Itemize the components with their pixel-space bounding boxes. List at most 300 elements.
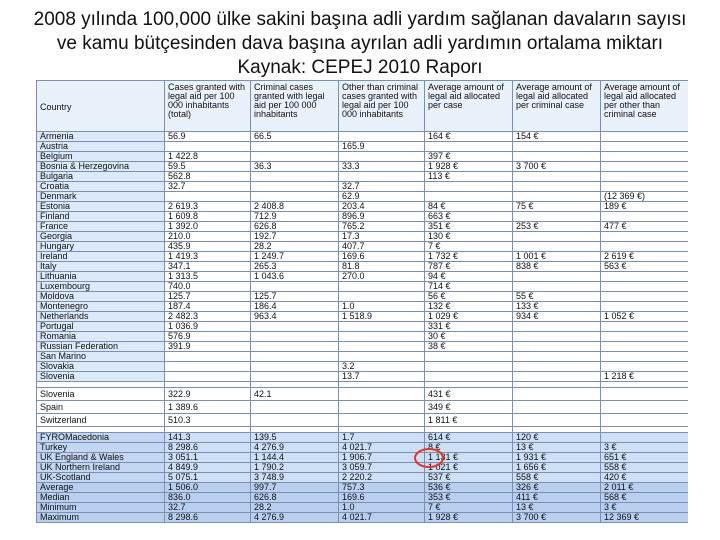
country-cell: Estonia [37, 202, 165, 212]
table-row [37, 182, 689, 192]
value-cell: 3.2 [339, 362, 425, 372]
value-cell [251, 152, 339, 162]
value-cell: 1 906.7 [339, 453, 425, 463]
value-cell: 626.8 [251, 222, 339, 232]
value-cell: 1 313.5 [165, 272, 251, 282]
value-cell [513, 362, 601, 372]
value-cell: 1 029 € [425, 312, 513, 322]
value-cell [513, 272, 601, 282]
table-row [37, 192, 689, 202]
title-line-1: 2008 yılında 100,000 ülke sakini başına adli yardım sağlanan davaların sayısı [33, 9, 687, 30]
value-cell [251, 322, 339, 332]
value-cell: 1 609.8 [165, 212, 251, 222]
value-cell: 133 € [513, 302, 601, 312]
value-cell [251, 342, 339, 352]
header-avg-amount: Average amount of legal aid allocated per case [425, 81, 513, 132]
value-cell [425, 142, 513, 152]
value-cell: 32.7 [165, 182, 251, 192]
value-cell [165, 142, 251, 152]
value-cell [339, 342, 425, 352]
value-cell: 56 € [425, 292, 513, 302]
header-avg-criminal: Average amount of legal aid allocated per criminal case [513, 81, 601, 132]
value-cell [251, 332, 339, 342]
value-cell: 651 € [601, 453, 689, 463]
value-cell [513, 332, 601, 342]
table-row [37, 322, 689, 332]
value-cell [165, 372, 251, 382]
value-cell: 349 € [425, 401, 513, 414]
country-cell: Median [37, 493, 165, 503]
value-cell: 896.9 [339, 212, 425, 222]
value-cell [601, 232, 689, 242]
country-cell: UK Northern Ireland [37, 463, 165, 473]
value-cell: 4 276.9 [251, 443, 339, 453]
value-cell: 934 € [513, 312, 601, 322]
table-row [37, 282, 689, 292]
value-cell: 132 € [425, 302, 513, 312]
value-cell: 3 748.9 [251, 473, 339, 483]
value-cell: 17.3 [339, 232, 425, 242]
value-cell: 537 € [425, 473, 513, 483]
value-cell [601, 152, 689, 162]
table-row [37, 342, 689, 352]
table-row [37, 132, 689, 142]
value-cell [513, 352, 601, 362]
value-cell: 59.5 [165, 162, 251, 172]
value-cell: 141.3 [165, 433, 251, 443]
country-cell: Spain [37, 401, 165, 414]
value-cell [513, 282, 601, 292]
value-cell [513, 182, 601, 192]
value-cell: 714 € [425, 282, 513, 292]
value-cell: 963.4 [251, 312, 339, 322]
value-cell: 192.7 [251, 232, 339, 242]
value-cell: 1 389.6 [165, 401, 251, 414]
value-cell [251, 352, 339, 362]
value-cell: 663 € [425, 212, 513, 222]
value-cell [251, 282, 339, 292]
country-cell: Ireland [37, 252, 165, 262]
country-cell: Slovenia [37, 388, 165, 401]
value-cell: 120 € [513, 433, 601, 443]
value-cell [601, 272, 689, 282]
value-cell: 55 € [513, 292, 601, 302]
value-cell [425, 182, 513, 192]
value-cell [251, 192, 339, 202]
header-other: Other than criminal cases granted with legal aid per 100 000 inhabitants [339, 81, 425, 132]
value-cell: 1 518.9 [339, 312, 425, 322]
country-cell: Portugal [37, 322, 165, 332]
header-total: Cases granted with legal aid per 100 000 inhabitants (total) [165, 81, 251, 132]
value-cell [425, 192, 513, 202]
country-cell: Turkey [37, 443, 165, 453]
value-cell: 576.9 [165, 332, 251, 342]
value-cell [513, 212, 601, 222]
table-row [37, 252, 689, 262]
value-cell: 32.7 [165, 503, 251, 513]
value-cell: 1 218 € [601, 372, 689, 382]
value-cell [601, 433, 689, 443]
table-row [37, 473, 689, 483]
value-cell: 351 € [425, 222, 513, 232]
value-cell: 3 € [601, 443, 689, 453]
table-row [37, 414, 689, 427]
value-cell [601, 132, 689, 142]
table-row [37, 513, 689, 523]
table-row [37, 162, 689, 172]
value-cell [339, 172, 425, 182]
value-cell: 4 021.7 [339, 443, 425, 453]
country-cell: San Marino [37, 352, 165, 362]
value-cell: 1 043.6 [251, 272, 339, 282]
value-cell: 614 € [425, 433, 513, 443]
value-cell [601, 362, 689, 372]
value-cell [165, 352, 251, 362]
value-cell: 38 € [425, 342, 513, 352]
value-cell: 1 506.0 [165, 483, 251, 493]
table-row [37, 212, 689, 222]
value-cell: 164 € [425, 132, 513, 142]
value-cell: 765.2 [339, 222, 425, 232]
value-cell: 12 369 € [601, 513, 689, 523]
table-row [37, 401, 689, 414]
value-cell: 787 € [425, 262, 513, 272]
value-cell: 8 € [425, 443, 513, 453]
table-row [37, 152, 689, 162]
value-cell: 1 001 € [513, 252, 601, 262]
country-cell: Denmark [37, 192, 165, 202]
value-cell: 757.3 [339, 483, 425, 493]
country-cell: Hungary [37, 242, 165, 252]
table-row [37, 262, 689, 272]
country-cell: Belgium [37, 152, 165, 162]
value-cell: 2 482.3 [165, 312, 251, 322]
country-cell: Netherlands [37, 312, 165, 322]
value-cell [601, 388, 689, 401]
value-cell: 1 928 € [425, 162, 513, 172]
country-cell: UK-Scotland [37, 473, 165, 483]
legal-aid-table-wrapper [36, 80, 688, 540]
value-cell [601, 332, 689, 342]
value-cell [601, 282, 689, 292]
country-cell: Montenegro [37, 302, 165, 312]
value-cell: 33.3 [339, 162, 425, 172]
country-cell: UK England & Wales [37, 453, 165, 463]
value-cell: 1 392.0 [165, 222, 251, 232]
table-row [37, 443, 689, 453]
value-cell: 331 € [425, 322, 513, 332]
slide-title [0, 8, 720, 80]
value-cell: 477 € [601, 222, 689, 232]
value-cell [251, 401, 339, 414]
value-cell [339, 414, 425, 427]
value-cell [513, 192, 601, 202]
value-cell: 2 011 € [601, 483, 689, 493]
value-cell: 1 144.4 [251, 453, 339, 463]
value-cell [513, 152, 601, 162]
value-cell [601, 242, 689, 252]
value-cell: 130 € [425, 232, 513, 242]
value-cell [601, 292, 689, 302]
value-cell: 13 € [513, 503, 601, 513]
table-row [37, 352, 689, 362]
table-row [37, 222, 689, 232]
value-cell [165, 362, 251, 372]
value-cell: 1 422.8 [165, 152, 251, 162]
value-cell [513, 388, 601, 401]
value-cell: 1 811 € [425, 414, 513, 427]
value-cell [601, 172, 689, 182]
value-cell: 84 € [425, 202, 513, 212]
table-row [37, 493, 689, 503]
value-cell [601, 342, 689, 352]
value-cell [339, 292, 425, 302]
value-cell [601, 322, 689, 332]
value-cell [339, 282, 425, 292]
country-cell: Moldova [37, 292, 165, 302]
value-cell: 558 € [513, 473, 601, 483]
title-source: Kaynak: CEPEJ 2010 Raporı [237, 57, 483, 78]
value-cell: 997.7 [251, 483, 339, 493]
value-cell: 1 021 € [425, 463, 513, 473]
value-cell: (12 369 €) [601, 192, 689, 202]
value-cell [601, 142, 689, 152]
value-cell: 81.8 [339, 262, 425, 272]
value-cell [339, 352, 425, 362]
value-cell: 740.0 [165, 282, 251, 292]
table-row [37, 463, 689, 473]
value-cell [513, 142, 601, 152]
value-cell: 113 € [425, 172, 513, 182]
country-cell: Luxembourg [37, 282, 165, 292]
table-row [37, 483, 689, 493]
value-cell [601, 414, 689, 427]
value-cell [601, 352, 689, 362]
table-row [37, 312, 689, 322]
table-row [37, 302, 689, 312]
value-cell: 510.3 [165, 414, 251, 427]
value-cell [601, 162, 689, 172]
value-cell: 353 € [425, 493, 513, 503]
value-cell: 5 075.1 [165, 473, 251, 483]
table-row [37, 142, 689, 152]
value-cell: 420 € [601, 473, 689, 483]
country-cell: Armenia [37, 132, 165, 142]
value-cell: 210.0 [165, 232, 251, 242]
value-cell: 3 051.1 [165, 453, 251, 463]
value-cell: 203.4 [339, 202, 425, 212]
value-cell [513, 172, 601, 182]
value-cell: 3 059.7 [339, 463, 425, 473]
value-cell: 265.3 [251, 262, 339, 272]
value-cell: 28.2 [251, 242, 339, 252]
value-cell [339, 152, 425, 162]
country-cell: Croatia [37, 182, 165, 192]
table-row [37, 172, 689, 182]
value-cell: 253 € [513, 222, 601, 232]
value-cell: 30 € [425, 332, 513, 342]
value-cell: 13.7 [339, 372, 425, 382]
value-cell: 397 € [425, 152, 513, 162]
country-cell: Georgia [37, 232, 165, 242]
table-row [37, 503, 689, 513]
value-cell: 626.8 [251, 493, 339, 503]
value-cell: 712.9 [251, 212, 339, 222]
value-cell: 568 € [601, 493, 689, 503]
value-cell: 1.0 [339, 302, 425, 312]
value-cell: 1 052 € [601, 312, 689, 322]
value-cell [339, 388, 425, 401]
value-cell [425, 352, 513, 362]
value-cell: 169.6 [339, 493, 425, 503]
value-cell [251, 414, 339, 427]
country-cell: Bosnia & Herzegovina [37, 162, 165, 172]
value-cell: 13 € [513, 443, 601, 453]
header-criminal: Criminal cases granted with legal aid per 100 000 inhabitants [251, 81, 339, 132]
table-row [37, 332, 689, 342]
value-cell: 2 619.3 [165, 202, 251, 212]
value-cell [251, 182, 339, 192]
value-cell: 1 928 € [425, 513, 513, 523]
value-cell: 1 036.9 [165, 322, 251, 332]
value-cell: 36.3 [251, 162, 339, 172]
value-cell: 7 € [425, 242, 513, 252]
value-cell: 56.9 [165, 132, 251, 142]
table-row [37, 362, 689, 372]
value-cell [339, 332, 425, 342]
table-row [37, 292, 689, 302]
value-cell: 836.0 [165, 493, 251, 503]
table-header-row [37, 81, 689, 132]
country-cell: Lithuania [37, 272, 165, 282]
value-cell: 411 € [513, 493, 601, 503]
table-row [37, 453, 689, 463]
value-cell [251, 172, 339, 182]
title-line-2: ve kamu bütçesinden dava başına ayrılan adli yardımın ortalama miktarı [56, 33, 664, 54]
table-row [37, 272, 689, 282]
header-avg-other: Average amount of legal aid allocated per other than criminal case [601, 81, 689, 132]
value-cell [513, 372, 601, 382]
value-cell [513, 414, 601, 427]
value-cell: 8 298.6 [165, 443, 251, 453]
value-cell [425, 372, 513, 382]
value-cell: 558 € [601, 463, 689, 473]
table-row [37, 242, 689, 252]
legal-aid-table [36, 80, 688, 523]
value-cell: 187.4 [165, 302, 251, 312]
value-cell: 4 849.9 [165, 463, 251, 473]
value-cell: 1 419.3 [165, 252, 251, 262]
country-cell: Italy [37, 262, 165, 272]
value-cell: 169.6 [339, 252, 425, 262]
value-cell: 536 € [425, 483, 513, 493]
value-cell: 407.7 [339, 242, 425, 252]
value-cell: 2 220.2 [339, 473, 425, 483]
value-cell: 1 931 € [513, 453, 601, 463]
value-cell: 32.7 [339, 182, 425, 192]
value-cell: 125.7 [251, 292, 339, 302]
value-cell: 4 276.9 [251, 513, 339, 523]
value-cell [513, 342, 601, 352]
value-cell: 66.5 [251, 132, 339, 142]
value-cell [339, 132, 425, 142]
table-row [37, 372, 689, 382]
value-cell: 435.9 [165, 242, 251, 252]
value-cell: 563 € [601, 262, 689, 272]
value-cell: 165.9 [339, 142, 425, 152]
country-cell: Romania [37, 332, 165, 342]
value-cell: 139.5 [251, 433, 339, 443]
value-cell [601, 212, 689, 222]
value-cell: 431 € [425, 388, 513, 401]
country-cell: Bulgaria [37, 172, 165, 182]
value-cell [513, 401, 601, 414]
value-cell [339, 322, 425, 332]
value-cell [251, 372, 339, 382]
value-cell: 326 € [513, 483, 601, 493]
country-cell: Slovakia [37, 362, 165, 372]
value-cell: 3 € [601, 503, 689, 513]
country-cell: Russian Federation [37, 342, 165, 352]
value-cell [425, 362, 513, 372]
value-cell: 8 298.6 [165, 513, 251, 523]
value-cell: 75 € [513, 202, 601, 212]
value-cell: 347.1 [165, 262, 251, 272]
country-cell: Switzerland [37, 414, 165, 427]
value-cell: 1 790.2 [251, 463, 339, 473]
value-cell: 1 732 € [425, 252, 513, 262]
value-cell: 1.0 [339, 503, 425, 513]
value-cell: 189 € [601, 202, 689, 212]
value-cell: 3 700 € [513, 513, 601, 523]
value-cell: 186.4 [251, 302, 339, 312]
value-cell [251, 142, 339, 152]
value-cell [513, 322, 601, 332]
table-row [37, 433, 689, 443]
value-cell: 42.1 [251, 388, 339, 401]
table-row [37, 232, 689, 242]
value-cell: 2 408.8 [251, 202, 339, 212]
highlight-circle [414, 448, 444, 468]
country-cell: Finland [37, 212, 165, 222]
value-cell: 28.2 [251, 503, 339, 513]
value-cell: 94 € [425, 272, 513, 282]
value-cell [513, 242, 601, 252]
value-cell: 154 € [513, 132, 601, 142]
value-cell: 3 700 € [513, 162, 601, 172]
value-cell [339, 401, 425, 414]
value-cell: 2 619 € [601, 252, 689, 262]
table-row [37, 388, 689, 401]
value-cell: 7 € [425, 503, 513, 513]
value-cell [601, 182, 689, 192]
value-cell: 1 656 € [513, 463, 601, 473]
country-cell: Slovenia [37, 372, 165, 382]
table-row [37, 202, 689, 212]
value-cell [513, 232, 601, 242]
value-cell: 322.9 [165, 388, 251, 401]
value-cell [601, 302, 689, 312]
header-country: Country [37, 81, 165, 132]
country-cell: Minimum [37, 503, 165, 513]
value-cell: 1 249.7 [251, 252, 339, 262]
value-cell: 270.0 [339, 272, 425, 282]
value-cell [165, 192, 251, 202]
country-cell: Maximum [37, 513, 165, 523]
value-cell: 4 021.7 [339, 513, 425, 523]
value-cell [251, 362, 339, 372]
table-body [37, 132, 689, 523]
